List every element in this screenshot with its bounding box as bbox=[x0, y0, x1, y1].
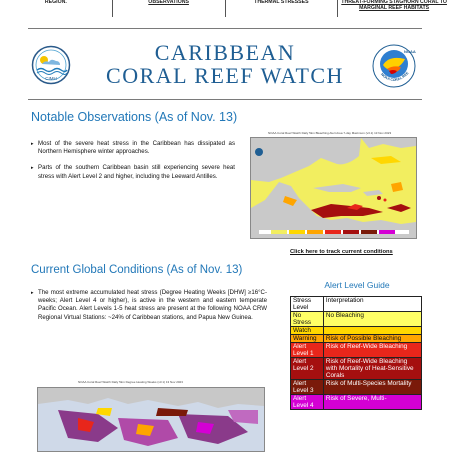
global-dhw-map bbox=[37, 387, 265, 452]
header-divider-bottom bbox=[28, 99, 422, 100]
alert-interpretation: Risk of Reef-Wide Bleaching bbox=[323, 343, 421, 358]
alert-level: No Stress bbox=[291, 312, 324, 327]
track-conditions-link[interactable]: Click here to track current conditions bbox=[290, 249, 393, 255]
header-divider-top bbox=[28, 28, 422, 29]
svg-text:CIMH: CIMH bbox=[45, 76, 57, 81]
alert-row bbox=[291, 335, 422, 343]
global-heading: Current Global Conditions (As of Nov. 13) bbox=[31, 264, 243, 276]
global-bullets bbox=[31, 289, 267, 330]
alert-level: Watch bbox=[291, 327, 324, 335]
alert-level: Alert Level 4 bbox=[291, 395, 324, 410]
alert-table-header bbox=[291, 297, 422, 312]
alert-level: Alert Level 3 bbox=[291, 380, 324, 395]
notable-bullet-2: ▸ Parts of the southern Caribbean basin still experiencing severe heat stress with Alert Level 2 and higher, including the Leeward Antilles. bbox=[31, 164, 235, 180]
alert-interpretation: Risk of Multi-Species Mortality bbox=[323, 380, 421, 395]
alert-row bbox=[291, 395, 422, 410]
global-bullet-1: ▸ The most extreme accumulated heat stress (Degree Heating Weeks [DHW] ≥16°C-weeks; Alert Level 4 or higher), is active in the western and eastern temperate Pacific Ocean. Alert Levels 1-5 heat stress are present at the following NOAA CRW Regional Virtual Stations: ~24% of Caribbean stations, and Papua New Guinea. bbox=[31, 289, 267, 322]
notable-bullet-1: ▸ Most of the severe heat stress in the Caribbean has dissipated as Northern Hemisphere winter approaches. bbox=[31, 140, 235, 156]
top-nav bbox=[0, 0, 450, 17]
nav-item-observations[interactable]: OBSERVATIONS bbox=[113, 0, 226, 17]
page-title-line2: CORAL REEF WATCH bbox=[106, 63, 344, 88]
nav-item-region[interactable]: REGION. bbox=[0, 0, 113, 17]
noaa-crw-logo bbox=[371, 43, 417, 89]
alert-interpretation: No Bleaching bbox=[323, 312, 421, 327]
alert-level-table bbox=[290, 296, 422, 410]
svg-text:NOAA: NOAA bbox=[404, 49, 416, 54]
alert-row bbox=[291, 343, 422, 358]
nav-item-staghorn[interactable]: THREAT-FORMING STAGHORN CORAL TO MARGINAL REEF HABITATS bbox=[341, 0, 447, 11]
caribbean-map-caption: NOAA Coral Reef Watch Daily 5km Bleaching Alert Area 7-day Maximum (v3.1) 13 Nov 2023 bbox=[268, 131, 392, 135]
alert-row bbox=[291, 327, 422, 335]
alert-guide-title: Alert Level Guide bbox=[324, 280, 390, 290]
alert-interpretation: Risk of Reef-Wide Bleaching with Mortality of Heat-Sensitive Corals bbox=[323, 358, 421, 380]
global-map-caption: NOAA Coral Reef Watch Daily 5km Degree Heating Weeks (v3.1) 13 Nov 2023 bbox=[78, 380, 183, 384]
alert-row bbox=[291, 358, 422, 380]
caribbean-bleaching-map bbox=[250, 137, 417, 239]
notable-heading: Notable Observations (As of Nov. 13) bbox=[31, 110, 238, 124]
alert-row bbox=[291, 312, 422, 327]
alert-interpretation bbox=[323, 327, 421, 335]
alert-level: Alert Level 2 bbox=[291, 358, 324, 380]
alert-level: Alert Level 1 bbox=[291, 343, 324, 358]
nav-item-thermal-stresses[interactable]: THERMAL STRESSES bbox=[226, 0, 339, 17]
svg-text:NOAA CORAL REEF WATCH: NOAA CORAL REE bbox=[379, 71, 410, 83]
alert-interpretation: Risk of Possible Bleaching bbox=[323, 335, 421, 343]
alert-row bbox=[291, 380, 422, 395]
header-interpretation: Interpretation bbox=[323, 297, 421, 312]
page-title-line1: CARIBBEAN bbox=[154, 40, 296, 65]
header-stress-level: Stress Level bbox=[291, 297, 324, 312]
alert-interpretation: Risk of Severe, Multi- bbox=[323, 395, 421, 410]
alert-level: Warning bbox=[291, 335, 324, 343]
notable-bullets bbox=[31, 140, 235, 189]
